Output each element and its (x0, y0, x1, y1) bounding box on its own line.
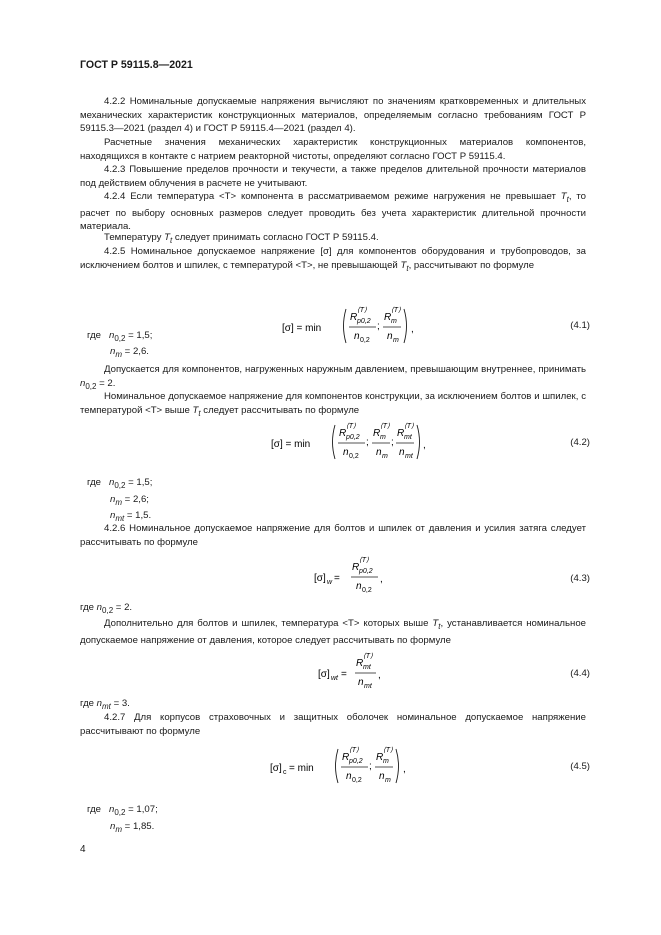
formula-number-4-2: (4.2) (570, 437, 590, 448)
svg-text:w: w (327, 579, 333, 586)
svg-text:p0,2: p0,2 (357, 318, 371, 325)
svg-text:mt: mt (404, 434, 412, 441)
where-item-nm-2: $n_m = 2,6$; (110, 494, 149, 507)
svg-text:[σ] = min: [σ] = min (282, 323, 322, 334)
paragraph-4-2-3: 4.2.3 Повышение пределов прочности и текучести, а также пределов длительной прочности материалов под действием облучения в расчете не учитывают. (80, 164, 586, 189)
svg-text:R: R (397, 428, 405, 439)
svg-text:,: , (378, 670, 381, 681)
svg-text:p0,2: p0,2 (359, 568, 373, 575)
svg-text:n: n (343, 447, 349, 458)
svg-text:,: , (423, 440, 426, 451)
svg-text:⟨T⟩: ⟨T⟩ (383, 747, 393, 754)
formula-number-4-1: (4.1) (570, 320, 590, 331)
paragraph-4-2-4: 4.2.4 Если температура <T> компонента в рассматриваемом режиме нагружения не превышает $T_t$, то расчет по выбору основных размеров следует проводить без учета характеристик длительной прочности материала. (80, 191, 586, 233)
svg-text:;: ; (366, 437, 369, 448)
svg-text:m: m (380, 434, 386, 441)
where-item-nm: $n_m = 2,6$. (110, 346, 149, 359)
svg-text:=: = (341, 669, 347, 680)
formula-4-2 (269, 418, 429, 466)
svg-text:⟨T⟩: ⟨T⟩ (349, 747, 359, 754)
svg-text:0,2: 0,2 (362, 587, 372, 594)
paragraph-above-tt: Номинальное допускаемое напряжение для компонентов конструкции, за исключением болтов и шпилек, с температурой <T> выше $T_t$ следует рассчитывать по формуле (80, 391, 586, 418)
svg-text:R: R (376, 752, 384, 763)
svg-text:⟨T⟩: ⟨T⟩ (346, 423, 356, 430)
where-block-4-5: где $n_{0,2} = 1,07$; (87, 804, 158, 817)
svg-text:c: c (283, 769, 287, 776)
svg-text:=: = (334, 573, 340, 584)
paragraph-4-2-5: 4.2.5 Номинальное допускаемое напряжение [σ] для компонентов оборудования и трубопроводов, за исключением болтов и шпилек, с температурой <T>, не превышающей $T_t$, рассчитывают по формуле (80, 246, 586, 273)
where-block-4-4: где $n_{mt} = 3$. (80, 698, 130, 711)
svg-text:R: R (339, 428, 347, 439)
svg-text:R: R (350, 312, 358, 323)
paragraph-external-pressure: Допускается для компонентов, нагруженных наружным давлением, превышающим внутреннее, принимать $n_{0,2} = 2$. (80, 364, 586, 391)
formula-4-5 (268, 742, 418, 790)
svg-text:mt: mt (364, 683, 372, 690)
svg-text:0,2: 0,2 (352, 777, 362, 784)
svg-text:n: n (399, 447, 405, 458)
svg-text:;: ; (377, 321, 380, 332)
svg-text:;: ; (391, 437, 394, 448)
page-number: 4 (80, 844, 86, 855)
svg-text:0,2: 0,2 (360, 337, 370, 344)
paragraph-calc-values: Расчетные значения механических характеристик конструкционных материалов компонентов, находящихся в контакте с натрием реакторной чистоты, определяют согласно ГОСТ Р 59115.4. (80, 137, 586, 162)
svg-text:mt: mt (363, 664, 371, 671)
svg-text:⟨T⟩: ⟨T⟩ (391, 307, 401, 314)
svg-text:0,2: 0,2 (349, 453, 359, 460)
svg-text:⟨T⟩: ⟨T⟩ (380, 423, 390, 430)
paragraph-temp-tt: Температуру $T_t$ следует принимать согласно ГОСТ Р 59115.4. (104, 232, 379, 245)
svg-text:n: n (358, 677, 364, 688)
paragraph-4-2-6: 4.2.6 Номинальное допускаемое напряжение для болтов и шпилек от давления и усилия затяга следует рассчитывать по формуле (80, 523, 586, 548)
svg-text:;: ; (369, 761, 372, 772)
svg-text:,: , (403, 764, 406, 775)
svg-text:n: n (387, 331, 393, 342)
svg-text:⟨T⟩: ⟨T⟩ (363, 653, 373, 660)
formula-number-4-5: (4.5) (570, 761, 590, 772)
formula-4-4 (316, 648, 406, 696)
document-header: ГОСТ Р 59115.8—2021 (80, 59, 193, 71)
svg-text:m: m (385, 777, 391, 784)
where-block-4-3: где $n_{0,2} = 2$. (80, 602, 133, 615)
svg-text:R: R (356, 658, 364, 669)
svg-text:m: m (391, 318, 397, 325)
svg-text:[σ]: [σ] (314, 573, 326, 584)
svg-text:n: n (376, 447, 382, 458)
svg-text:m: m (382, 453, 388, 460)
svg-text:mt: mt (405, 453, 413, 460)
formula-number-4-3: (4.3) (570, 573, 590, 584)
svg-text:[σ]: [σ] (270, 763, 282, 774)
paragraph-bolts-additional: Дополнительно для болтов и шпилек, температура <T> которых выше $T_t$, устанавливается номинальное допускаемое напряжение от давления, которое следует рассчитывать по формуле (80, 618, 586, 646)
svg-text:R: R (352, 562, 360, 573)
svg-text:R: R (384, 312, 392, 323)
paragraph-4-2-7: 4.2.7 Для корпусов страховочных и защитных оболочек номинальное допускаемое напряжение рассчитывают по формуле (80, 712, 586, 737)
where-item-nm-5: $n_m = 1,85$. (110, 821, 155, 834)
where-block-4-2: где $n_{0,2} = 1,5$; (87, 477, 153, 490)
svg-text:R: R (373, 428, 381, 439)
svg-text:R: R (342, 752, 350, 763)
svg-text:,: , (411, 324, 414, 335)
formula-number-4-4: (4.4) (570, 668, 590, 679)
svg-text:⟨T⟩: ⟨T⟩ (357, 307, 367, 314)
svg-text:[σ] = min: [σ] = min (271, 439, 311, 450)
svg-text:= min: = min (289, 763, 314, 774)
svg-text:p0,2: p0,2 (346, 434, 360, 441)
svg-text:⟨T⟩: ⟨T⟩ (404, 423, 414, 430)
svg-text:wt: wt (331, 675, 338, 682)
svg-text:⟨T⟩: ⟨T⟩ (359, 557, 369, 564)
where-item-nmt: $n_{mt} = 1,5$. (110, 510, 152, 523)
svg-text:m: m (383, 758, 389, 765)
formula-4-3 (312, 552, 402, 600)
svg-text:,: , (380, 574, 383, 585)
formula-4-1 (280, 302, 420, 350)
where-block-4-1: где $n_{0,2} = 1,5$; (87, 330, 153, 343)
svg-text:n: n (379, 771, 385, 782)
svg-text:n: n (356, 581, 362, 592)
svg-text:n: n (346, 771, 352, 782)
svg-text:n: n (354, 331, 360, 342)
paragraph-4-2-2: 4.2.2 Номинальные допускаемые напряжения вычисляют по значениям кратковременных и длительных механических характеристик конструкционных материалов, определяемым согласно требованиям ГОСТ Р 59115.3—2021 (раздел 4) и ГОСТ Р 59115.4—2021 (раздел 4). (80, 96, 586, 135)
svg-text:p0,2: p0,2 (349, 758, 363, 765)
svg-text:[σ]: [σ] (318, 669, 330, 680)
svg-text:m: m (393, 337, 399, 344)
